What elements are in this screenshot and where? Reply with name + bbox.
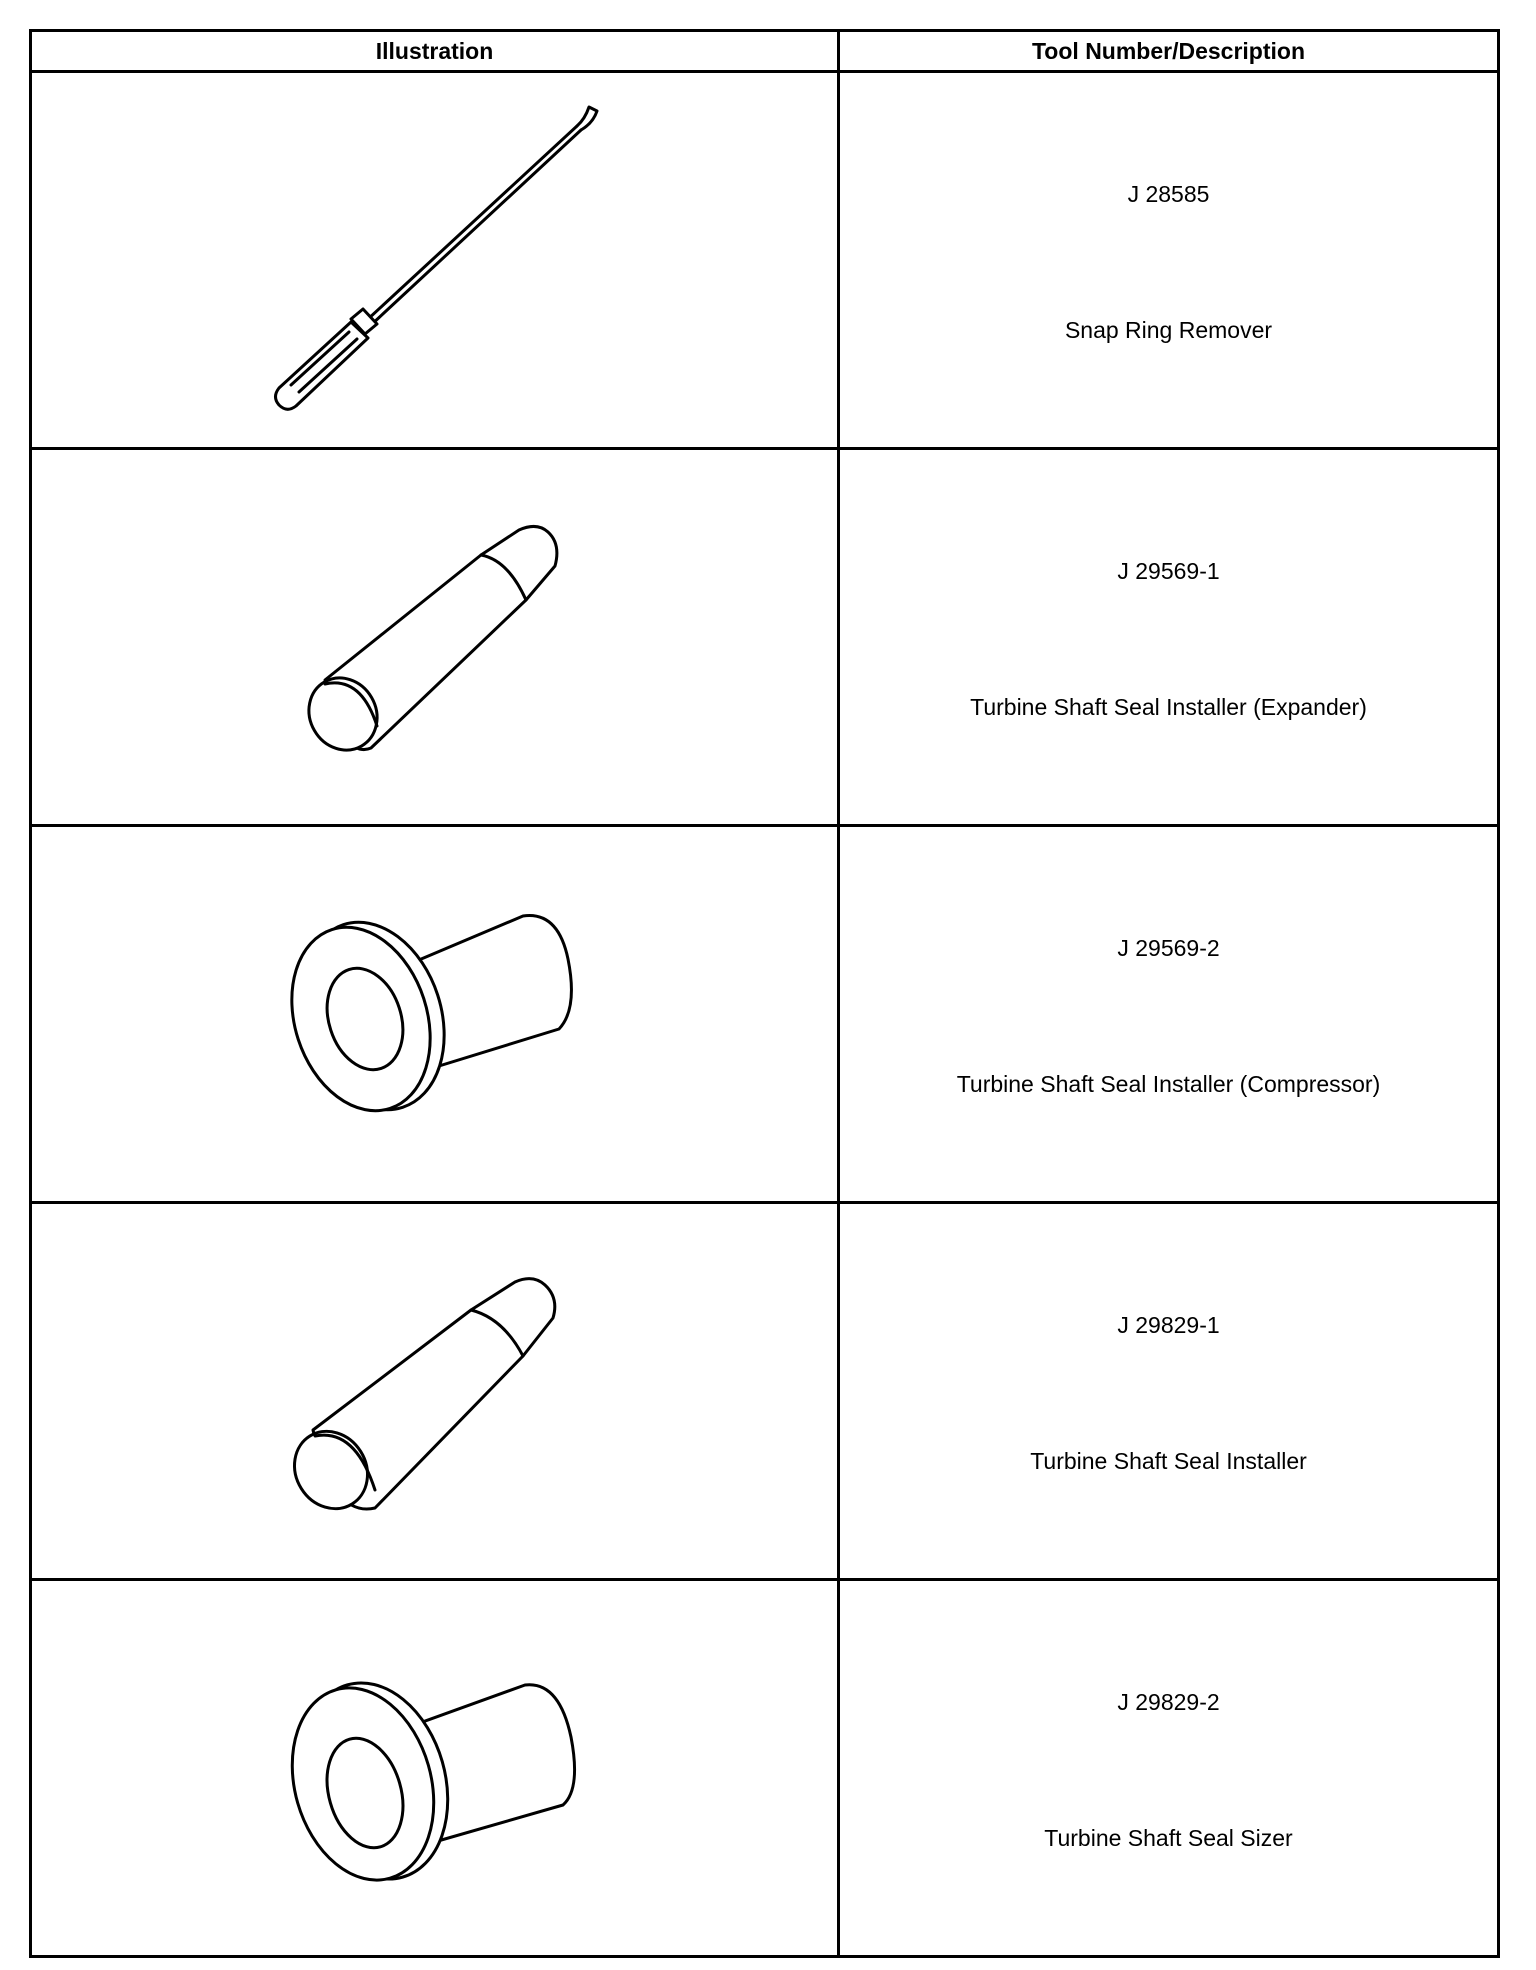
special-tools-table: [29, 29, 1500, 1958]
seal-installer-icon: [32, 1204, 840, 1578]
illustration-cell: [31, 449, 839, 826]
seal-installer-compressor-icon: [32, 827, 840, 1201]
tool-description: Turbine Shaft Seal Installer (Expander): [970, 694, 1367, 720]
illustration-cell: [31, 1580, 839, 1957]
tool-description-cell: [839, 449, 1499, 826]
table-row: [31, 826, 1499, 1203]
tool-description: Turbine Shaft Seal Sizer: [1044, 1825, 1293, 1851]
tool-number: J 29569-1: [1117, 558, 1220, 584]
tool-number: J 29829-2: [1117, 1689, 1220, 1715]
illustration-cell: [31, 826, 839, 1203]
tool-number: J 28585: [1127, 181, 1210, 207]
tool-number: J 29569-2: [1117, 935, 1220, 961]
seal-sizer-icon: [32, 1581, 840, 1955]
table-row: [31, 1580, 1499, 1957]
tool-description: Turbine Shaft Seal Installer (Compressor): [956, 1071, 1381, 1097]
snap-ring-remover-icon: [32, 73, 840, 447]
tool-description-cell: [839, 1203, 1499, 1580]
illustration-cell: [31, 72, 839, 449]
illustration-cell: [31, 1203, 839, 1580]
tool-description-column-header: Tool Number/Description: [839, 31, 1499, 72]
table-header-row: [31, 31, 1499, 72]
seal-installer-expander-icon: [32, 450, 840, 824]
tool-number: J 29829-1: [1117, 1312, 1220, 1338]
tool-description: Snap Ring Remover: [1064, 317, 1273, 343]
table-row: [31, 1203, 1499, 1580]
table-row: [31, 449, 1499, 826]
illustration-column-header: Illustration: [31, 31, 839, 72]
tool-description-cell: [839, 72, 1499, 449]
table-row: [31, 72, 1499, 449]
tool-description-cell: [839, 826, 1499, 1203]
tool-description-cell: [839, 1580, 1499, 1957]
tool-description: Turbine Shaft Seal Installer: [1030, 1448, 1307, 1474]
